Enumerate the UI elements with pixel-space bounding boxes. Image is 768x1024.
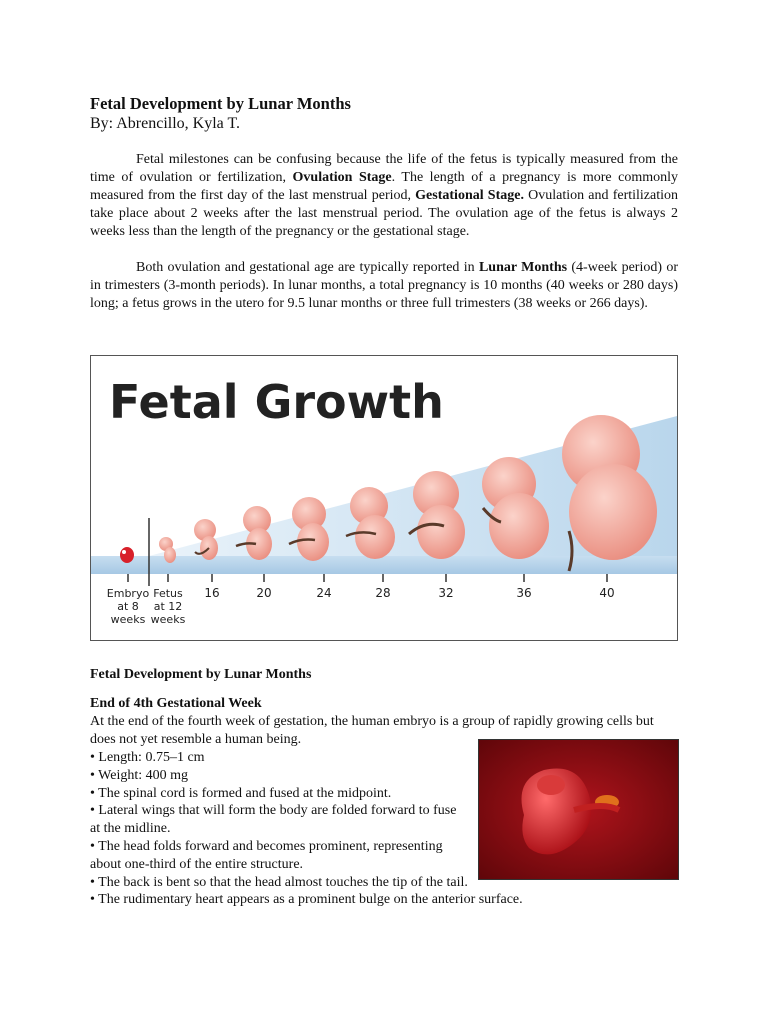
intro-paragraph <box>90 151 678 241</box>
list-item: • Weight: 400 mg <box>90 767 189 783</box>
label-fetus-line1: Fetus <box>153 587 183 600</box>
list-item: • The rudimentary heart appears as a prominent bulge on the anterior surface. <box>90 892 523 908</box>
section-intro: At the end of the fourth week of gestation, the human embryo is a group of rapidly growing cells but does not yet resemble a human being. <box>90 714 654 747</box>
lunar-months-paragraph <box>90 259 678 313</box>
label-40: 40 <box>599 586 615 600</box>
p2-text-2: (4-week period) or in trimesters (3-month periods). In lunar months, a total pregnancy is 10 months (40 weeks or 280 days) long; a fetus grows in the utero for 9.5 lunar months or three full trimesters (38 weeks or 266 days). <box>90 260 678 311</box>
list-item: • The back is bent so that the head almost touches the tip of the tail. <box>90 874 468 890</box>
figure-heading: Fetal Growth <box>109 375 444 429</box>
p1-text-3: Ovulation and fertilization take place about 2 weeks after the last menstrual period. The ovulation age of the fetus is always 2 weeks less than the length of the pregnancy or the gestational stage. <box>90 188 678 239</box>
label-16: 16 <box>204 586 220 600</box>
term-gestational-stage: Gestational Stage. <box>415 188 524 203</box>
facts-list <box>90 749 523 909</box>
p2-text-1: Both ovulation and gestational age are typically reported in <box>136 260 479 275</box>
list-item: • The head folds forward and becomes prominent, representing about one-third of the entire structure. <box>90 838 443 872</box>
fetal-growth-figure <box>90 355 678 641</box>
label-embryo-line3: weeks <box>110 613 146 626</box>
p1-text-1: Fetal milestones can be confusing because the life of the fetus is typically measured from the time of ovulation or fertilization, <box>90 152 678 185</box>
list-item: • Length: 0.75–1 cm <box>90 750 205 765</box>
list-item: • The spinal cord is formed and fused at the midpoint. <box>90 785 392 801</box>
embryo-8-weeks <box>120 547 134 563</box>
fetal-growth-illustration <box>91 356 677 640</box>
embryo-photo <box>478 739 679 880</box>
label-embryo-line1: Embryo <box>106 587 150 600</box>
ground-band <box>91 556 677 574</box>
term-ovulation-stage: Ovulation Stage <box>292 170 392 185</box>
term-lunar-months: Lunar Months <box>478 260 568 275</box>
section-heading: Fetal Development by Lunar Months <box>90 667 312 682</box>
section-subheading: End of 4th Gestational Week <box>90 696 262 711</box>
axis-labels <box>107 574 615 626</box>
document-author: By: Abrencillo, Kyla T. <box>90 115 241 132</box>
label-32: 32 <box>438 586 454 600</box>
document-title: Fetal Development by Lunar Months <box>90 94 351 113</box>
label-fetus-line3: weeks <box>150 613 186 626</box>
label-36: 36 <box>516 586 532 600</box>
fetus-16-weeks <box>194 519 218 560</box>
label-28: 28 <box>375 586 391 600</box>
label-embryo-line2: at 8 <box>117 600 139 613</box>
label-24: 24 <box>316 586 332 600</box>
label-20: 20 <box>256 586 272 600</box>
list-item: • Lateral wings that will form the body are folded forward to fuse at the midline. <box>90 803 457 837</box>
p1-text-2: . The length of a pregnancy is more commonly measured from the first day of the last menstrual period, <box>90 170 678 203</box>
label-fetus-line2: at 12 <box>153 600 183 613</box>
